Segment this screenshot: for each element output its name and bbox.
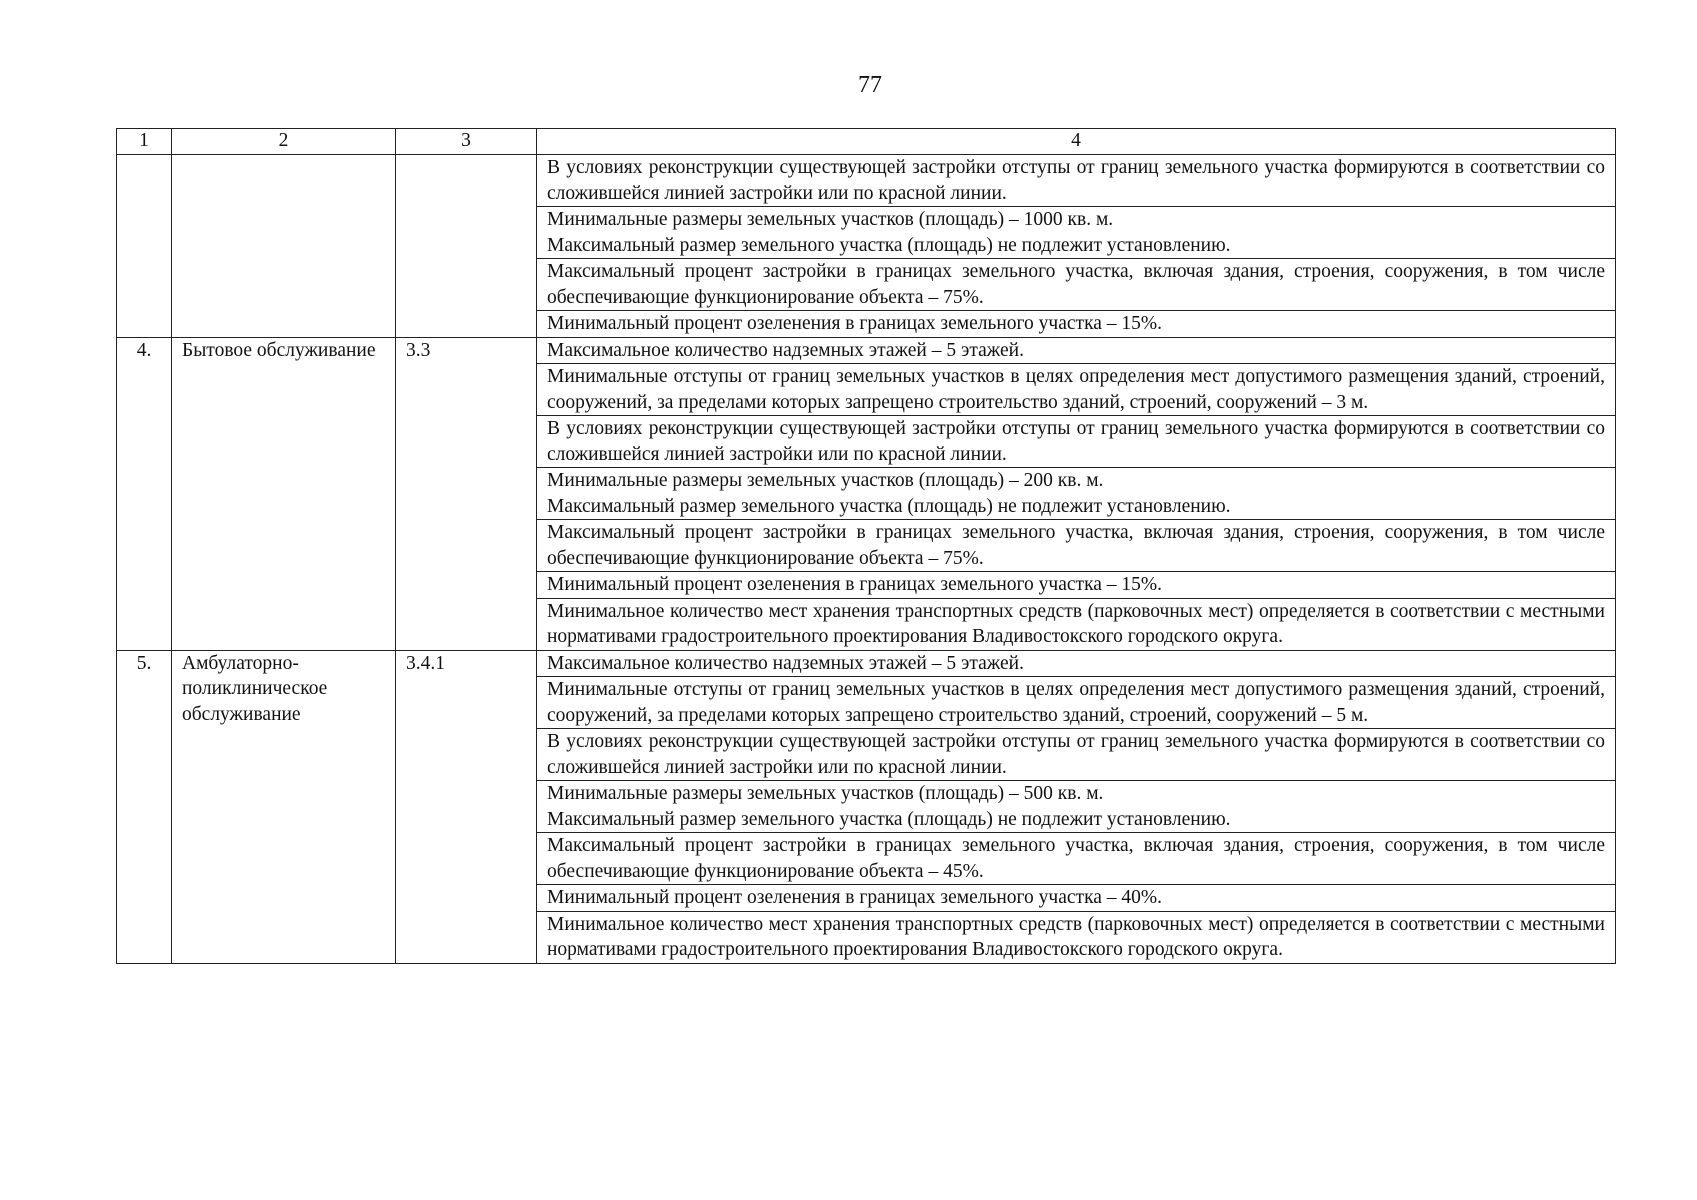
regulation-cell: Максимальное количество надземных этажей – 5 этажей. xyxy=(537,650,1616,677)
regulations-table xyxy=(116,128,1616,964)
regulation-cell: В условиях реконструкции существующей застройки отступы от границ земельного участка формируются в соответствии со сложившейся линией застройки или по красной линии. xyxy=(537,416,1616,468)
regulation-cell: Минимальное количество мест хранения транспортных средств (парковочных мест) определяется в соответствии с местными нормативами градостроительного проектирования Владивостокского городского округа. xyxy=(537,598,1616,650)
regulation-cell: Минимальный процент озеленения в границах земельного участка – 15%. xyxy=(537,572,1616,599)
column-number-row xyxy=(117,129,1616,155)
regulation-cell: Минимальный процент озеленения в границах земельного участка – 15%. xyxy=(537,311,1616,338)
column-header-1: 1 xyxy=(117,129,172,155)
column-header-4: 4 xyxy=(537,129,1616,155)
regulation-cell: Минимальные отступы от границ земельных участков в целях определения мест допустимого размещения зданий, строений, сооружений, за пределами которых запрещено строительство зданий, строений, сооружений – 3 м. xyxy=(537,364,1616,416)
regulation-cell: Максимальный процент застройки в границах земельного участка, включая здания, строения, сооружения, в том числе обеспечивающие функционирование объекта – 45%. xyxy=(537,833,1616,885)
use-type-cell: Бытовое обслуживание xyxy=(172,337,396,650)
use-type-cell: Амбулаторно-поликлиническое обслуживание xyxy=(172,650,396,963)
row-number-cell xyxy=(117,155,172,338)
regulation-cell: В условиях реконструкции существующей застройки отступы от границ земельного участка формируются в соответствии со сложившейся линией застройки или по красной линии. xyxy=(537,155,1616,207)
page-number: 77 xyxy=(858,72,882,98)
code-cell xyxy=(396,155,537,338)
table-row xyxy=(117,155,1616,207)
regulation-cell: Максимальное количество надземных этажей – 5 этажей. xyxy=(537,337,1616,364)
column-header-3: 3 xyxy=(396,129,537,155)
regulation-cell: Минимальный процент озеленения в границах земельного участка – 40%. xyxy=(537,885,1616,912)
regulation-cell: Максимальный процент застройки в границах земельного участка, включая здания, строения, сооружения, в том числе обеспечивающие функционирование объекта – 75%. xyxy=(537,520,1616,572)
regulation-line: Минимальные размеры земельных участков (площадь) – 500 кв. м. xyxy=(547,783,1104,804)
use-type-cell xyxy=(172,155,396,338)
regulation-cell xyxy=(537,207,1616,259)
regulation-line: Максимальный размер земельного участка (площадь) не подлежит установлению. xyxy=(547,808,1231,830)
regulation-cell xyxy=(537,468,1616,520)
table-row xyxy=(117,650,1616,677)
code-cell: 3.4.1 xyxy=(396,650,537,963)
regulation-cell: Максимальный процент застройки в границах земельного участка, включая здания, строения, сооружения, в том числе обеспечивающие функционирование объекта – 75%. xyxy=(537,259,1616,311)
regulation-line: Минимальные размеры земельных участков (площадь) – 200 кв. м. xyxy=(547,470,1104,491)
regulation-line: Минимальные размеры земельных участков (площадь) – 1000 кв. м. xyxy=(547,209,1114,230)
regulation-line: Максимальный размер земельного участка (площадь) не подлежит установлению. xyxy=(547,495,1231,517)
table-row xyxy=(117,337,1616,364)
row-number-cell: 5. xyxy=(117,650,172,963)
code-cell: 3.3 xyxy=(396,337,537,650)
regulation-cell: Минимальное количество мест хранения транспортных средств (парковочных мест) определяется в соответствии с местными нормативами градостроительного проектирования Владивостокского городского округа. xyxy=(537,911,1616,963)
regulation-line: Максимальный размер земельного участка (площадь) не подлежит установлению. xyxy=(547,234,1231,256)
regulation-cell xyxy=(537,781,1616,833)
column-header-2: 2 xyxy=(172,129,396,155)
regulation-cell: В условиях реконструкции существующей застройки отступы от границ земельного участка формируются в соответствии со сложившейся линией застройки или по красной линии. xyxy=(537,729,1616,781)
regulation-cell: Минимальные отступы от границ земельных участков в целях определения мест допустимого размещения зданий, строений, сооружений, за пределами которых запрещено строительство зданий, строений, сооружений – 5 м. xyxy=(537,677,1616,729)
row-number-cell: 4. xyxy=(117,337,172,650)
